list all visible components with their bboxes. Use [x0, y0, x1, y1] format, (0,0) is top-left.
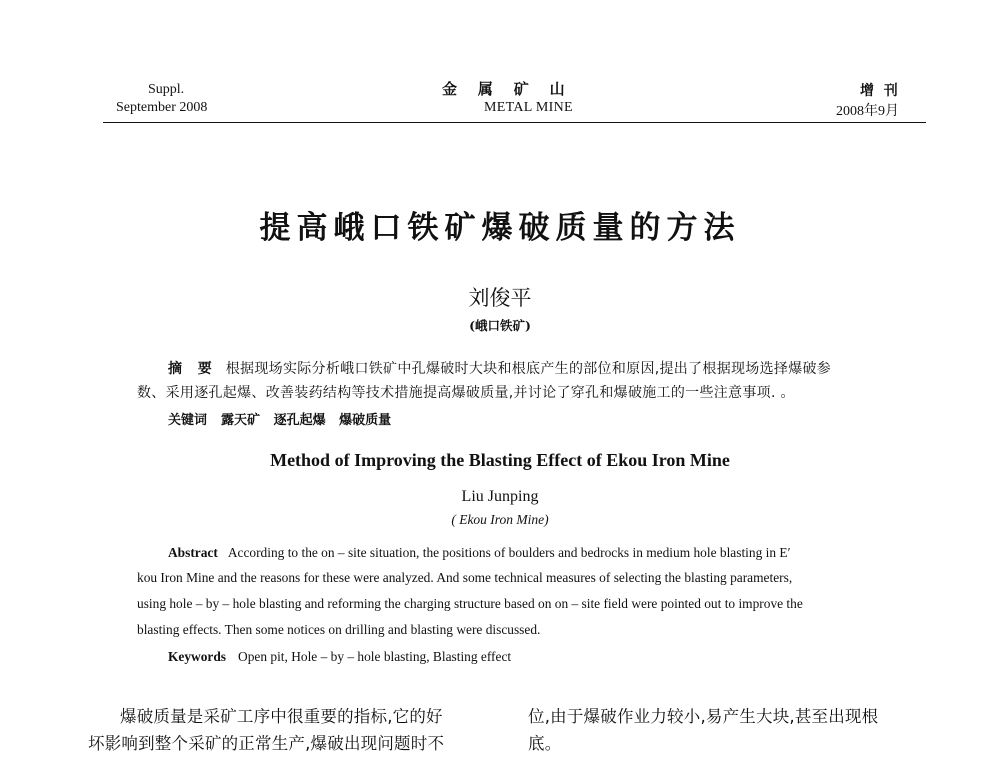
- keywords-cn: [168, 409, 391, 428]
- header-date-cn: 2008年9月: [836, 104, 899, 119]
- journal-name-en: METAL MINE: [484, 100, 573, 115]
- body-right-line-2: 底。: [528, 734, 562, 753]
- header-supplement-label: Suppl.: [148, 82, 185, 97]
- keywords-en-label: Keywords: [168, 649, 227, 664]
- abstract-en-label: Abstract: [168, 545, 218, 560]
- author-name-cn: 刘俊平: [468, 286, 532, 310]
- abstract-en-line-1: [168, 545, 791, 561]
- abstract-cn-text-1: 根据现场实际分析峨口铁矿中孔爆破时大块和根底产生的部位和原因,提出了根据现场选择爆破参: [225, 361, 832, 377]
- paper-title-en: Method of Improving the Blasting Effect of Ekou Iron Mine: [270, 450, 730, 470]
- header-supplement-cn: 增 刊: [860, 83, 898, 99]
- abstract-en-text-2: kou Iron Mine and the reasons for these were analyzed. And some technical measures of selecting the blasting parameters,: [137, 570, 793, 585]
- header-date-en: September 2008: [116, 100, 208, 115]
- abstract-en-text-1: According to the on – site situation, the positions of boulders and bedrocks in medium hole blasting in E′: [227, 545, 791, 560]
- affiliation-en: ( Ekou Iron Mine): [451, 512, 549, 527]
- abstract-en-text-4: blasting effects. Then some notices on drilling and blasting were discussed.: [137, 622, 541, 637]
- body-left-line-1: 爆破质量是采矿工序中很重要的指标,它的好: [120, 707, 443, 726]
- keywords-cn-label: 关键词: [168, 413, 208, 428]
- abstract-cn-line-1: [168, 358, 831, 378]
- keywords-cn-items: 露天矿 逐孔起爆 爆破质量: [221, 413, 392, 428]
- paper-title-cn: 提高峨口铁矿爆破质量的方法: [259, 210, 741, 246]
- abstract-en-text-3: using hole – by – hole blasting and reforming the charging structure based on on – site field were pointed out to improve the: [137, 596, 803, 611]
- journal-name-cn: 金 属 矿 山: [442, 80, 565, 98]
- keywords-en-items: Open pit, Hole – by – hole blasting, Blasting effect: [238, 649, 512, 664]
- header-rule: [103, 122, 926, 123]
- body-right-line-1: 位,由于爆破作业力较小,易产生大块,甚至出现根: [528, 707, 879, 726]
- author-name-en: Liu Junping: [461, 488, 539, 505]
- abstract-cn-text-2: 数、采用逐孔起爆、改善装药结构等技术措施提高爆破质量,并讨论了穿孔和爆破施工的一些注意事项. 。: [137, 385, 795, 401]
- abstract-cn-label: 摘 要: [168, 361, 214, 377]
- keywords-en: [168, 649, 511, 665]
- affiliation-cn: (峨口铁矿): [469, 318, 531, 333]
- body-left-line-2: 坏影响到整个采矿的正常生产,爆破出现问题时不: [88, 734, 445, 753]
